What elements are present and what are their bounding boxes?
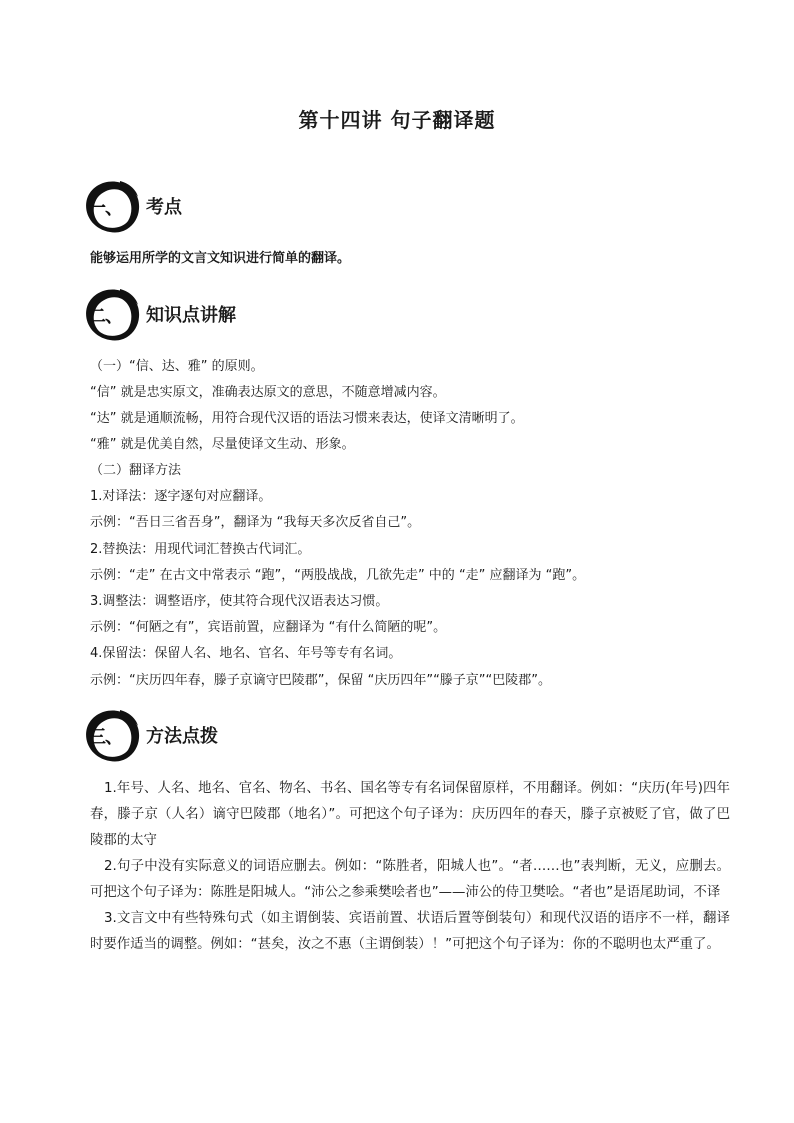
knowledge-line: （一）“信、达、雅” 的原则。 [90,359,264,374]
methods-body [90,776,730,958]
section-header-knowledge [82,285,482,345]
kaodian-text: 能够运用所学的文言文知识进行简单的翻译。 [90,251,351,266]
method-paragraph: 1.年号、人名、地名、官名、物名、书名、国名等专有名词保留原样，不用翻译。例如：“庆历(年号)四年春，滕子京（人名）谪守巴陵郡（地名）”。可把这个句子译为：庆历四年的春天，滕子京被贬了官，做了巴陵郡的太守 [90,781,730,848]
section-number: 一、 [88,198,122,219]
knowledge-line: “达” 就是通顺流畅，用符合现代汉语的语法习惯来表达，使译文清晰明了。 [90,411,524,426]
section-header-methods [82,706,482,766]
method-paragraph: 2.句子中没有实际意义的词语应删去。例如：“陈胜者，阳城人也”。“者……也”表判断，无义，应删去。可把这个句子译为：陈胜是阳城人。“沛公之参乘樊哙者也”——沛公的侍卫樊哙。“者也”是语尾助词，不译 [90,859,730,900]
page-title: 第十四讲 句子翻译题 [298,108,496,132]
knowledge-line: 1.对译法：逐字逐句对应翻译。 [90,489,272,504]
section-header-kaodian [82,177,482,237]
section-title: 考点 [146,197,182,218]
knowledge-line: 示例：“走” 在古文中常表示 “跑”，“两股战战，几欲先走” 中的 “走” 应翻译为 “跑”。 [90,568,586,583]
section-title: 知识点讲解 [146,305,236,326]
section-title: 方法点拨 [146,726,218,747]
knowledge-line: 示例：“吾日三省吾身”，翻译为 “我每天多次反省自己”。 [90,515,421,530]
knowledge-line: 3.调整法：调整语序，使其符合现代汉语表达习惯。 [90,594,389,609]
knowledge-line: 4.保留法：保留人名、地名、官名、年号等专有名词。 [90,646,402,661]
method-paragraph: 3.文言文中有些特殊句式（如主谓倒装、宾语前置、状语后置等倒装句）和现代汉语的语序不一样，翻译时要作适当的调整。例如：“甚矣，汝之不惠（主谓倒装）！”可把这个句子译为：你的不聪明也太严重了。 [90,911,730,952]
knowledge-line: “信” 就是忠实原文，准确表达原文的意思，不随意增减内容。 [90,385,446,400]
knowledge-line: 2.替换法：用现代词汇替换古代词汇。 [90,542,311,557]
section-number: 三、 [88,727,122,748]
knowledge-line: 示例：“庆历四年春，滕子京谪守巴陵郡”，保留 “庆历四年”“滕子京”“巴陵郡”。 [90,673,552,688]
knowledge-line: 示例：“何陋之有”，宾语前置，应翻译为 “有什么简陋的呢”。 [90,620,447,635]
section-number: 二、 [88,306,122,327]
knowledge-line: （二）翻译方法 [90,463,182,478]
knowledge-line: “雅” 就是优美自然，尽量使译文生动、形象。 [90,437,355,452]
